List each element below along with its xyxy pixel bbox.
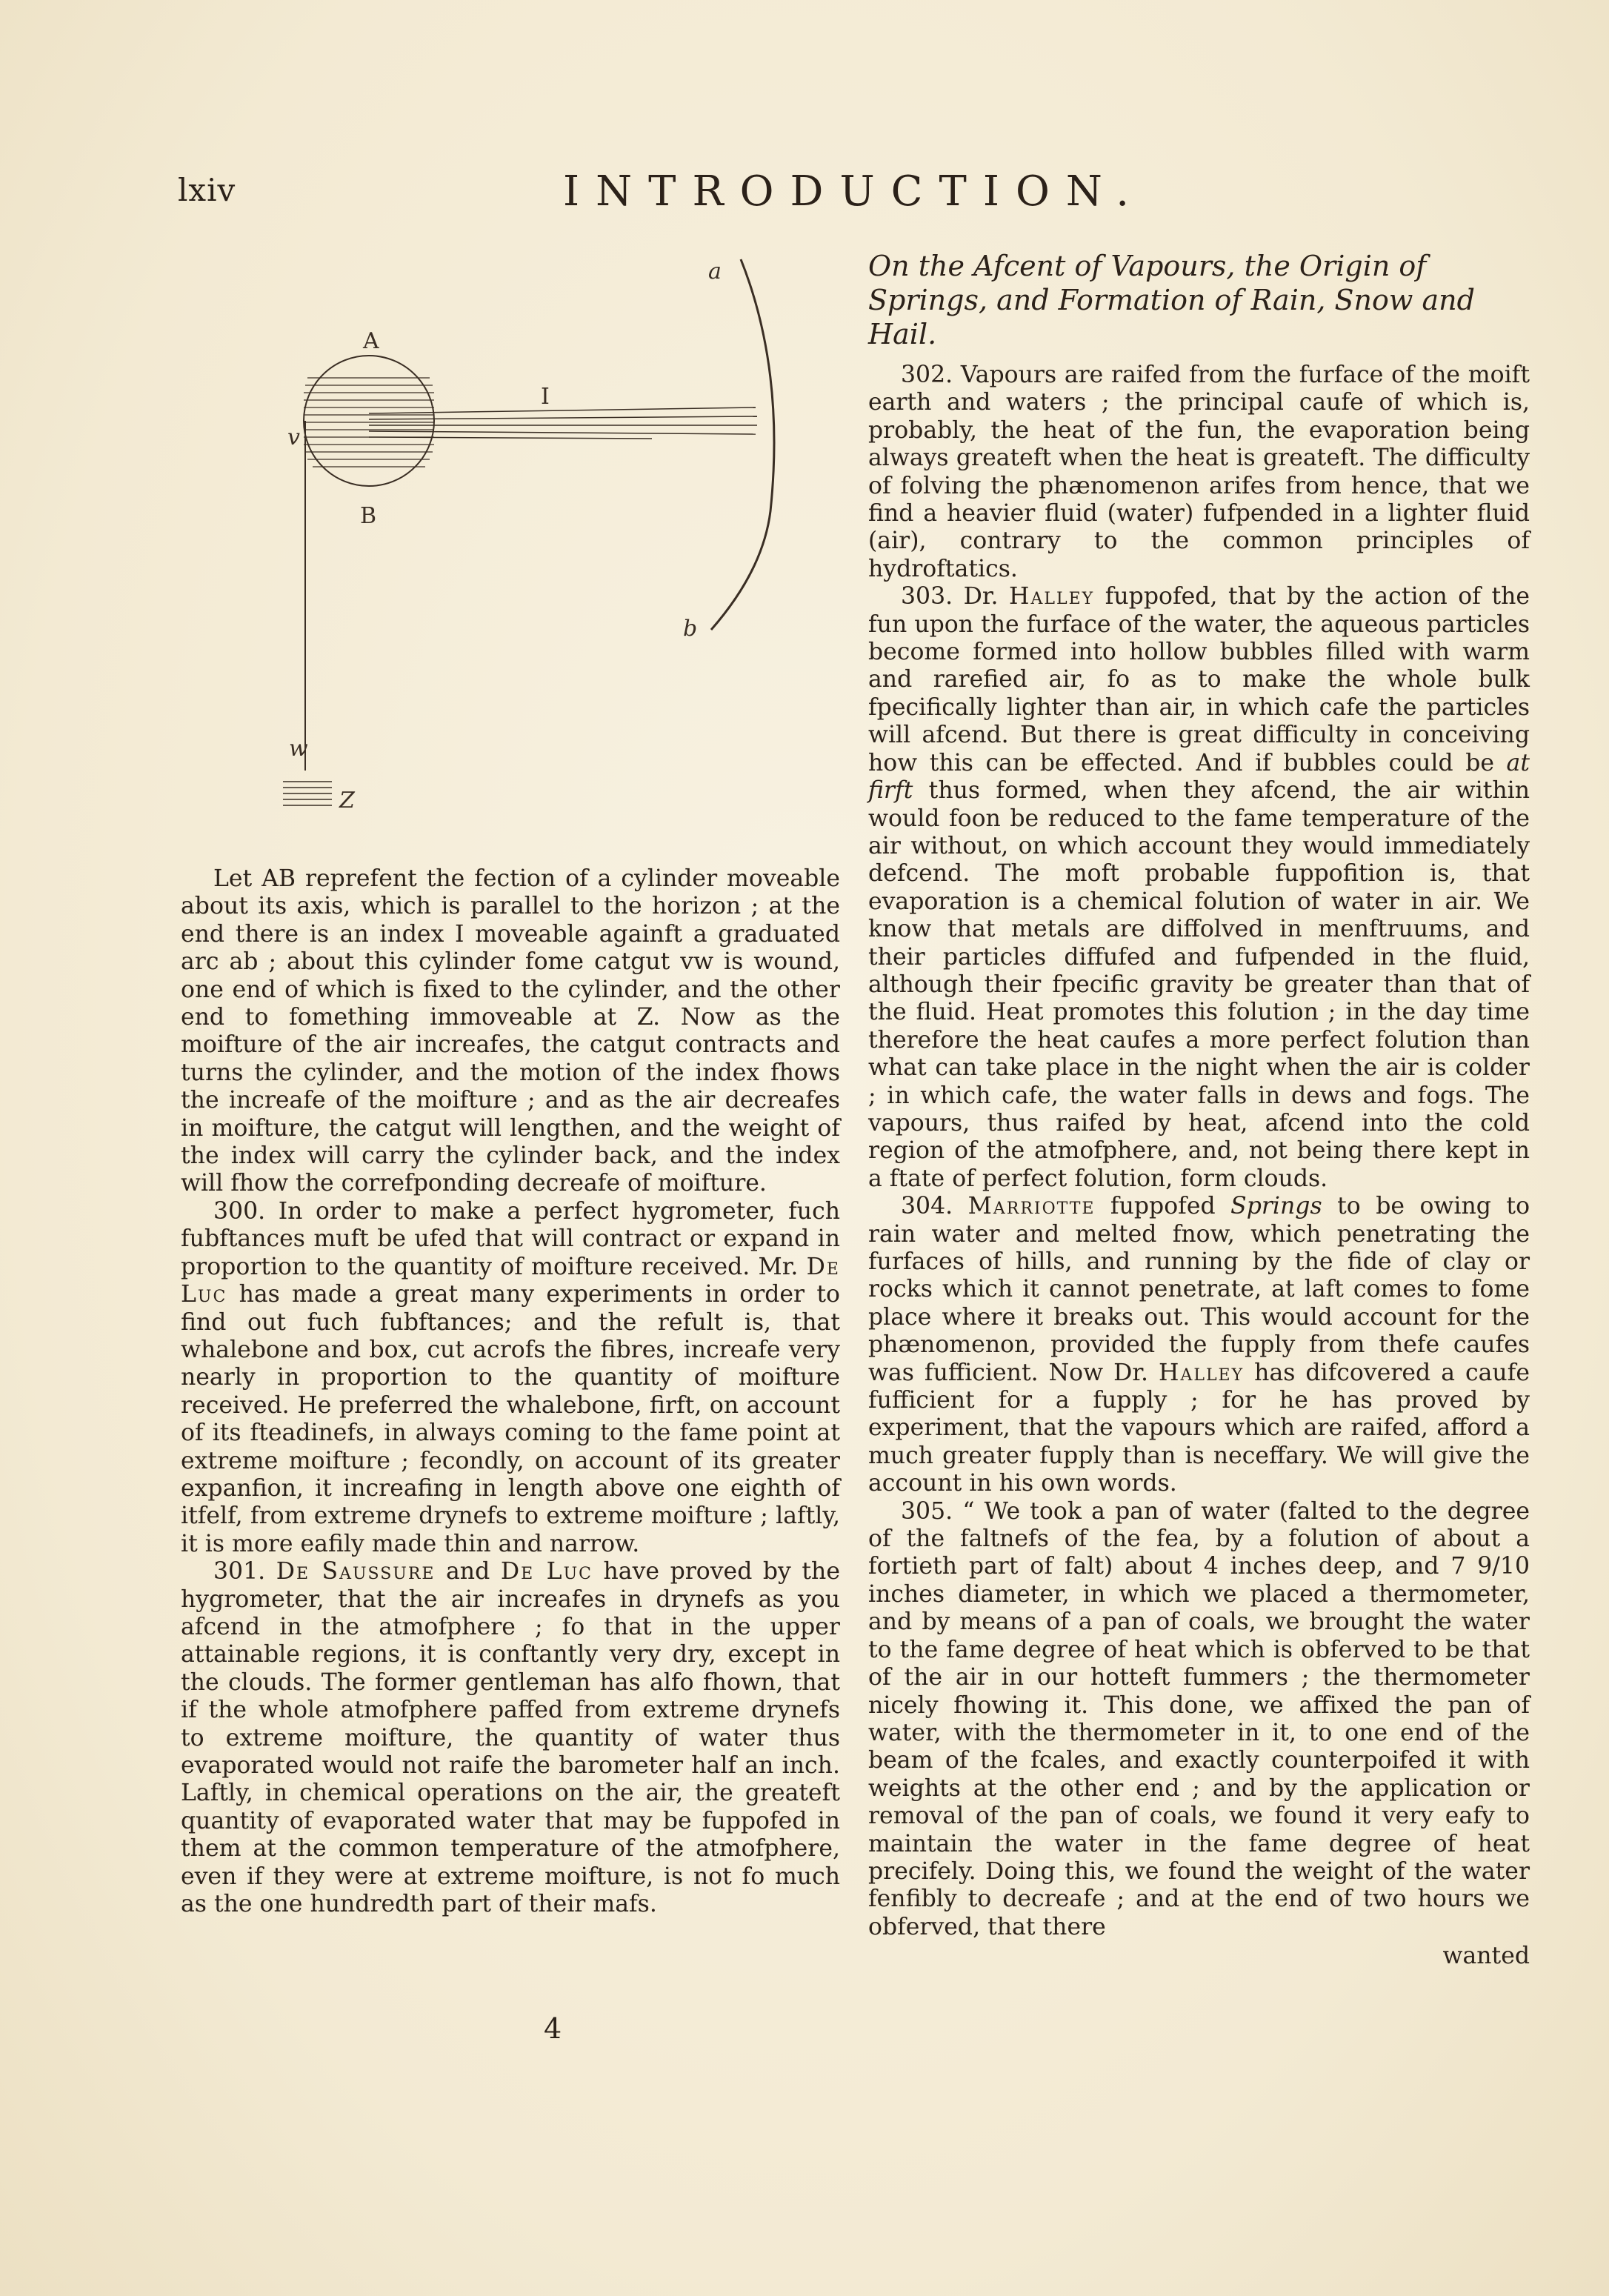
- graduated-arc: [711, 259, 774, 630]
- title-abbrev: Dr.: [963, 583, 999, 610]
- label-a: a: [708, 259, 722, 284]
- p303-text-a: fuppofed, that by the action of the fun upon the furface of the water, the aqueous particles become formed into hollow bubbles filled with warm and rarefied air, fo as to make the whole bulk fpecifically lighter than air, in which cafe the particles will afcend. But there is great difficulty in conceiving how this can be effected. And if bubbles could be: [868, 583, 1530, 776]
- running-head: INTRODUCTION.: [563, 167, 1146, 216]
- p305-text: “ We took a pan of water (falted to the degree of the faltnefs of the fea, by a folution of about a fortieth part of falt) about 4 inches deep, and 7 9/10 inches diameter, in which we placed a thermometer, and by means of a pan of coals, we brought the water to the fame degree of heat which is obferved to be that of the air in our hotteft fummers ; the thermometer nicely fhowing it. This done, we affixed the pan of water, with the thermometer in it, to one end of the beam of the fcales, and exactly counterpoifed it with weights at the other end ; and by the application or removal of the pan of coals, we found it very eafy to maintain the water in the fame degree of heat precifely. Doing this, we found the weight of the water fenfibly to decreafe ; and at the end of two hours we obferved, that there: [868, 1497, 1530, 1940]
- fixed-block-z: [283, 782, 332, 805]
- p303-text-b: thus formed, when they afcend, the air within would foon be reduced to the fame temperature of the air without, on which account they would immediately defcend. The moft probable fuppofition is, that evaporation is a chemical folution of water in air. We know that metals are diffolved in menftruums, and their particles diffufed and fufpended in the fluid, although their fpecific gravity be greater than that of the fluid. Heat promotes this folution ; in the day time therefore the heat caufes a more perfect folution than what can take place in the night when the air is colder ; in which cafe, the water falls in dews and fogs. The vapours, thus raifed by heat, afcend into the cold region of the atmofphere, and, not being there kept in a ftate of perfect folution, form clouds.: [868, 777, 1530, 1192]
- paragraph-301: [181, 1558, 840, 1918]
- hygrometer-figure: [267, 244, 830, 837]
- paragraph-number: 301.: [213, 1558, 266, 1585]
- index-lines: [369, 407, 757, 439]
- paragraph-number: 304.: [901, 1193, 953, 1220]
- signature-mark: 4: [544, 2012, 562, 2045]
- paragraph-303: [868, 583, 1530, 1193]
- page-folio: lxiv: [178, 172, 236, 208]
- p300-text-b: has made a great many experiments in order to find out fuch fubftances; and the refult is, that whalebone and box, cut acrofs the fibres, increafe very nearly in proportion to the quantity of moifture received. He preferred the whalebone, firft, on account of its fteadinefs, in always coming to the fame point at extreme moifture ; fecondly, on account of its greater expanfion, it increafing in length above one eighth of itfelf, from extreme drynefs to extreme moifture ; laftly, it is more eafily made thin and narrow.: [181, 1281, 840, 1557]
- label-b: b: [683, 616, 698, 642]
- label-Z: Z: [339, 788, 355, 813]
- italic-phrase: at firft: [868, 749, 1530, 805]
- paragraph-number: 300.: [213, 1197, 266, 1225]
- conjunction: and: [446, 1558, 490, 1585]
- section-title: On the Afcent of Vapours, the Origin of Springs, and Formation of Rain, Snow and Hail.: [868, 250, 1475, 350]
- italic-word: Springs: [1230, 1193, 1322, 1220]
- author-name: Halley: [1158, 1359, 1245, 1386]
- paragraph-305: [868, 1498, 1530, 1942]
- paragraph-302: [868, 362, 1530, 583]
- paragraph-number: 305.: [901, 1497, 953, 1525]
- author-name: De Saussure: [276, 1558, 436, 1585]
- p300-text-a: In order to make a perfect hygrometer, fuch fubftances muft be ufed that will contract or expand in proportion to the quantity of moifture received. Mr.: [181, 1197, 840, 1280]
- catchword: wanted: [1442, 1943, 1530, 1970]
- author-name: Halley: [1009, 583, 1095, 610]
- p1-text: Let AB reprefent the fection of a cylinder moveable about its axis, which is parallel to the horizon ; at the end there is an index I moveable againft a graduated arc ab ; about this cylinder fome catgut vw is wound, one end of which is fixed to the cylinder, and the other end to fomething immoveable at Z. Now as the moifture of the air increafes, the catgut contracts and turns the cylinder, and the motion of the index fhows the increafe of the moifture ; and as the air decreafes in moifture, the catgut will lengthen, and the weight of the index will carry the cylinder back, and the index will fhow the correfponding decreafe of moifture.: [181, 865, 840, 1197]
- cylinder-hatching: [304, 378, 434, 467]
- p304-text-c: has difcovered a caufe fufficient for a fupply ; for he has proved by experiment, that the vapours which are raifed, afford a much greater fupply than is neceffary. We will give the account in his own words.: [868, 1359, 1530, 1497]
- label-A: A: [363, 328, 379, 354]
- p304-text-b: to be owing to rain water and melted fnow, which penetrating the furfaces of hills, and running by the fide of clay or rocks which it cannot penetrate, at laft comes to fome place where it breaks out. This would account for the phænomenon, provided the fupply from thefe caufes was fufficient. Now Dr.: [868, 1193, 1530, 1386]
- p302-text: Vapours are raifed from the furface of the moift earth and waters ; the principal caufe of which is, probably, the heat of the fun, the evaporation being always greateft when the heat is greateft. The difficulty of folving the phænomenon arifes from hence, that we find a heavier fluid (water) fufpended in a lighter fluid (air), contrary to the common principles of hydroftatics.: [868, 362, 1530, 582]
- right-column: [868, 249, 1530, 1971]
- author-name: De Luc: [181, 1253, 840, 1308]
- label-v: v: [287, 425, 300, 450]
- paragraph-300: [181, 1198, 840, 1558]
- author-name: De Luc: [500, 1558, 593, 1585]
- paragraph-number: 303.: [901, 583, 953, 610]
- paragraph-number: 302.: [901, 362, 953, 388]
- left-column: [181, 865, 840, 1918]
- paragraph-figure-description: [181, 865, 840, 1198]
- paragraph-304: [868, 1193, 1530, 1497]
- label-w: w: [289, 736, 308, 762]
- p301-text: have proved by the hygrometer, that the air increafes in drynefs as you afcend in the atmofphere ; fo that in the upper attainable regions, it is conftantly very dry, except in the clouds. The former gentleman has alfo fhown, that if the whole atmofphere paffed from extreme drynefs to extreme moifture, the quantity of water thus evaporated would not raife the barometer half an inch. Laftly, in chemical operations on the air, the greateft quantity of evaporated water that may be fuppofed in them at the common temperature of the atmofphere, even if they were at extreme moifture, is not fo much as the one hundredth part of their mafs.: [181, 1558, 840, 1918]
- label-I: I: [541, 384, 550, 410]
- author-name: Marriotte: [967, 1193, 1096, 1220]
- p304-text-a: fuppofed: [1110, 1193, 1216, 1220]
- label-B: B: [360, 503, 377, 529]
